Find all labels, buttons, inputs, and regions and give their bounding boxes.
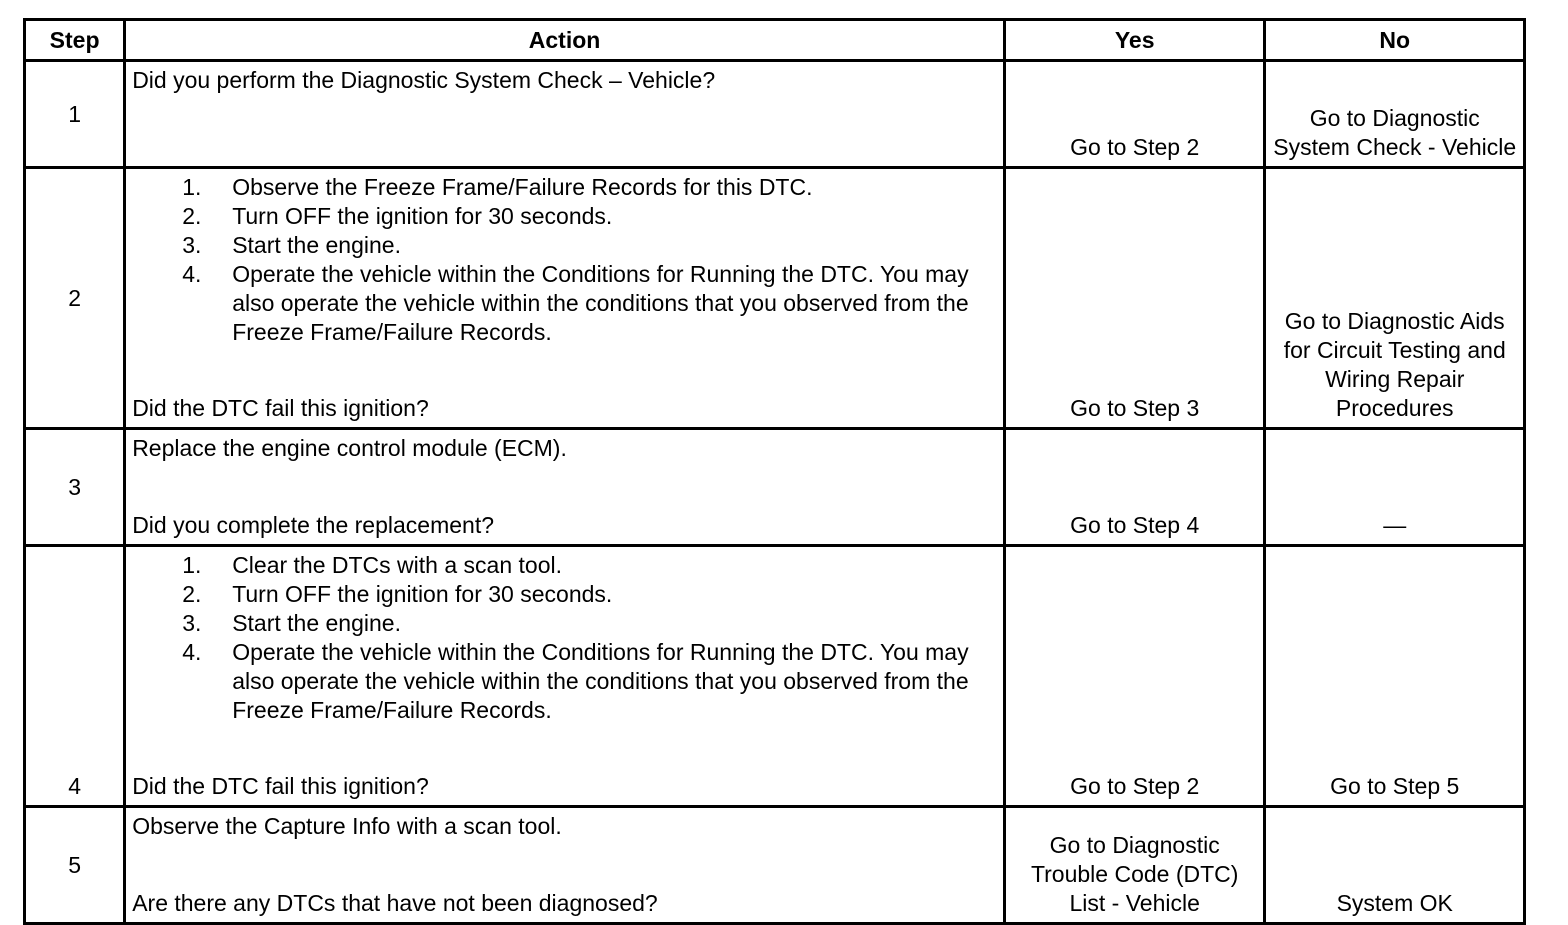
table-row [25, 61, 1525, 168]
list-item-text: Start the engine. [232, 610, 401, 636]
list-item-number: 3. [182, 232, 202, 258]
action-cell [125, 61, 1005, 168]
list-item [132, 609, 997, 638]
procedure-list [132, 551, 997, 725]
table-row [25, 807, 1525, 924]
list-item-text: Operate the vehicle within the Conditions for Running the DTC. You may also operate the vehicle within the conditions that you observed from the Freeze Frame/Failure Records. [232, 639, 969, 723]
list-item [132, 551, 997, 580]
step-number: 1 [25, 61, 125, 168]
list-item-number: 4. [182, 639, 202, 665]
action-cell [125, 168, 1005, 429]
list-item [132, 260, 997, 347]
table-row [25, 168, 1525, 429]
yes-cell: Go to Step 2 [1004, 546, 1265, 807]
action-question: Did you perform the Diagnostic System Check – Vehicle? [132, 67, 716, 93]
list-item-text: Turn OFF the ignition for 30 seconds. [232, 581, 613, 607]
action-instruction: Observe the Capture Info with a scan tool. [132, 813, 562, 839]
step-number: 4 [25, 546, 125, 807]
procedure-list [132, 173, 997, 347]
list-item-text: Turn OFF the ignition for 30 seconds. [232, 203, 613, 229]
header-action: Action [125, 20, 1005, 61]
header-yes: Yes [1004, 20, 1265, 61]
action-instruction: Replace the engine control module (ECM). [132, 435, 567, 461]
list-item-number: 4. [182, 261, 202, 287]
action-question: Did the DTC fail this ignition? [132, 395, 429, 421]
list-item-number: 2. [182, 203, 202, 229]
list-item-text: Observe the Freeze Frame/Failure Records for this DTC. [232, 174, 813, 200]
action-question: Did the DTC fail this ignition? [132, 773, 429, 799]
action-cell [125, 807, 1005, 924]
no-cell: Go to Step 5 [1265, 546, 1525, 807]
list-item [132, 173, 997, 202]
action-cell [125, 546, 1005, 807]
action-cell [125, 429, 1005, 546]
no-cell: Go to Diagnostic Aids for Circuit Testing and Wiring Repair Procedures [1265, 168, 1525, 429]
list-item-number: 2. [182, 581, 202, 607]
list-item [132, 202, 997, 231]
yes-cell: Go to Step 4 [1004, 429, 1265, 546]
list-item-number: 3. [182, 610, 202, 636]
yes-cell: Go to Diagnostic Trouble Code (DTC) List - Vehicle [1004, 807, 1265, 924]
list-item [132, 580, 997, 609]
header-step: Step [25, 20, 125, 61]
list-item [132, 231, 997, 260]
list-item-text: Start the engine. [232, 232, 401, 258]
header-row [25, 20, 1525, 61]
step-number: 2 [25, 168, 125, 429]
list-item-text: Operate the vehicle within the Conditions for Running the DTC. You may also operate the vehicle within the conditions that you observed from the Freeze Frame/Failure Records. [232, 261, 969, 345]
step-number: 5 [25, 807, 125, 924]
no-cell: System OK [1265, 807, 1525, 924]
action-question: Did you complete the replacement? [132, 512, 494, 538]
no-cell: — [1265, 429, 1525, 546]
list-item-number: 1. [182, 552, 202, 578]
yes-cell: Go to Step 3 [1004, 168, 1265, 429]
table-row [25, 429, 1525, 546]
list-item [132, 638, 997, 725]
table-row [25, 546, 1525, 807]
step-number: 3 [25, 429, 125, 546]
list-item-number: 1. [182, 174, 202, 200]
no-cell: Go to Diagnostic System Check - Vehicle [1265, 61, 1525, 168]
header-no: No [1265, 20, 1525, 61]
yes-cell: Go to Step 2 [1004, 61, 1265, 168]
list-item-text: Clear the DTCs with a scan tool. [232, 552, 562, 578]
diagnostic-table [23, 18, 1526, 925]
action-question: Are there any DTCs that have not been diagnosed? [132, 890, 658, 916]
